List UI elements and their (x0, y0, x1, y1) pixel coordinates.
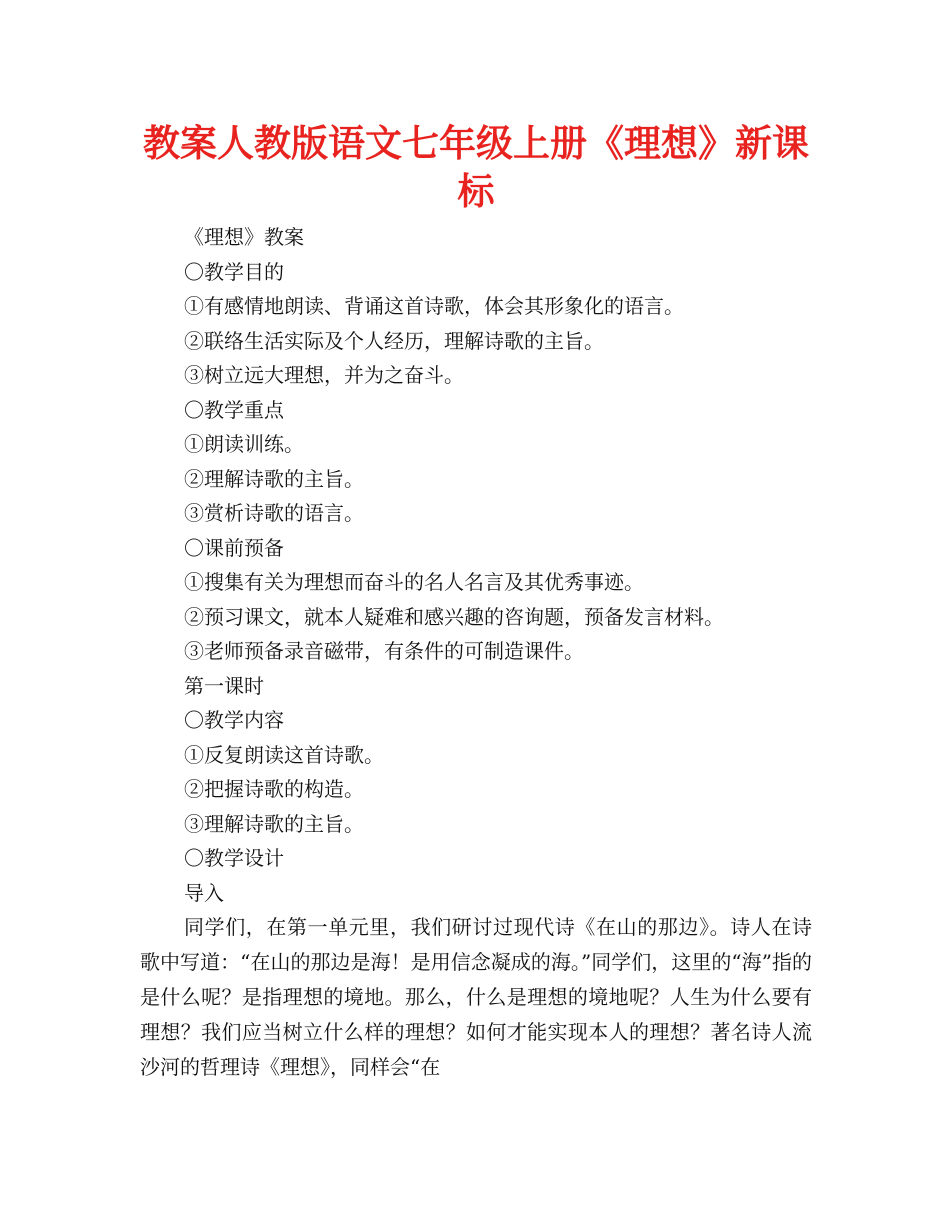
text-line: 《理想》教案 (184, 225, 304, 249)
list-item: ③老师预备录音磁带，有条件的可制造课件。 (184, 639, 584, 663)
list-item: ①搜集有关为理想而奋斗的名人名言及其优秀事迹。 (184, 570, 644, 594)
section-heading: 〇教学重点 (184, 397, 284, 422)
list-item: ③理解诗歌的主旨。 (184, 811, 364, 836)
document-title: 教案人教版语文七年级上册《理想》新课标 (143, 122, 809, 213)
list-item: ①反复朗读这首诗歌。 (184, 742, 384, 767)
section-heading: 〇教学目的 (184, 259, 284, 284)
list-item: ①有感情地朗读、背诵这首诗歌，体会其形象化的语言。 (184, 294, 684, 318)
list-item: ②联络生活实际及个人经历，理解诗歌的主旨。 (184, 328, 604, 353)
section-heading: 〇课前预备 (184, 535, 284, 560)
section-heading: 〇教学设计 (184, 846, 284, 870)
body-paragraph: 同学们，在第一单元里，我们研讨过现代诗《在山的那边》。诗人在诗歌中写道：“在山的那边是海！是用信念凝成的海。”同学们，这里的“海”指的是什么呢？是指理想的境地。那么，什么是理想的境地呢？人生为什么要有理想？我们应当树立什么样的理想？如何才能实现本人的理想？著名诗人流沙河的哲理诗《理想》，同样会“在 (140, 915, 812, 1079)
subsection-heading: 导入 (184, 880, 224, 905)
list-item: ②把握诗歌的构造。 (184, 777, 364, 801)
section-heading: 〇教学内容 (184, 708, 284, 732)
list-item: ②理解诗歌的主旨。 (184, 466, 364, 491)
list-item: ①朗读训练。 (184, 432, 304, 456)
list-item: ③赏析诗歌的语言。 (184, 501, 364, 525)
document-body (140, 220, 812, 1085)
lesson-heading: 第一课时 (184, 673, 264, 698)
list-item: ②预习课文，就本人疑难和感兴趣的咨询题，预备发言材料。 (184, 604, 724, 629)
list-item: ③树立远大理想，并为之奋斗。 (184, 363, 464, 387)
